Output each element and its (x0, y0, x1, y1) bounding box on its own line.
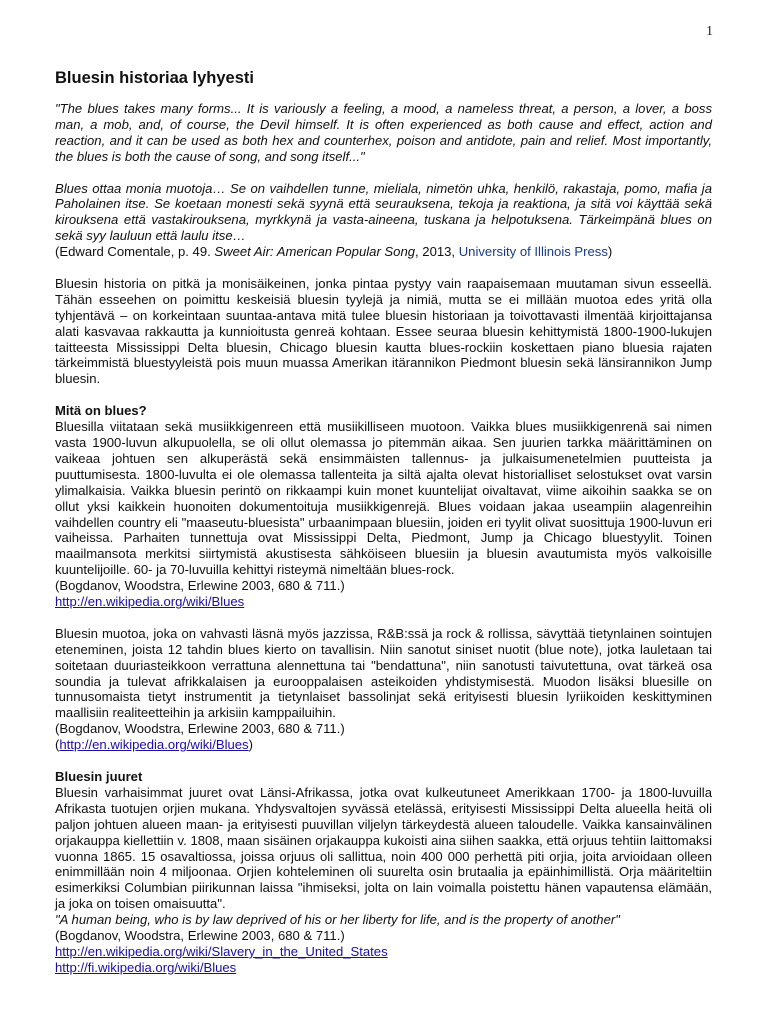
section2-source: (Bogdanov, Woodstra, Erlewine 2003, 680 & 711.) (55, 928, 345, 944)
section2-paragraph: Bluesin varhaisimmat juuret ovat Länsi-Afrikassa, jotka ovat kulkeutuneet Amerikkaan 1700- ja 1800-luvuilla Afrikasta tuotujen orjien mukana. Yhdysvaltojen syvässä etelässä, erityisesti Mississippi Delta alueella heitä oli paljon johtuen alueen maan- ja erityisesti puuvillan viljelyn tärkeydestä alueen taloudelle. Vaikka kansainvälinen orjakauppa kiellettiin v. 1808, maan sisäinen orjakauppa kukoisti aina siihen saakka, että orjuus tehtiin laittomaksi vuonna 1865. 15 osavaltiossa, joissa orjuus oli sallittua, noin 400 000 perhettä piti orjia, joita arvioidaan olleen enimmillään noin 4 miljoonaa. Orjien kohteleminen oli suurelta osin brutaalia ja epäinhimillistä. Orja määriteltiin esimerkiksi Columbian piirikunnan laissa "ihmiseksi, jolta on lain voimalla poistettu hänen vapautensa elämään, ja joka on toisen omaisuutta". (55, 784, 712, 912)
section2-quote: "A human being, who is by law deprived of his or her liberty for life, and is the property of another" (55, 912, 620, 928)
document-title: Bluesin historiaa lyhyesti (55, 69, 254, 87)
section1-link-2-line: (http://en.wikipedia.org/wiki/Blues) (55, 737, 253, 753)
section1-wiki-link-2[interactable]: http://en.wikipedia.org/wiki/Blues (59, 737, 249, 753)
section1-source-2: (Bogdanov, Woodstra, Erlewine 2003, 680 & 711.) (55, 721, 345, 737)
section-heading-roots: Bluesin juuret (55, 768, 143, 784)
section1-source: (Bogdanov, Woodstra, Erlewine 2003, 680 & 711.) (55, 578, 345, 594)
document-body (55, 68, 712, 976)
section-heading-what-is-blues: Mitä on blues? (55, 403, 147, 419)
citation-middle: , 2013, (415, 244, 459, 260)
citation-prefix: (Edward Comentale, p. 49. (55, 244, 215, 260)
section1-wiki-link[interactable]: http://en.wikipedia.org/wiki/Blues (55, 594, 245, 610)
page-number: 1 (706, 24, 713, 39)
quote-citation (55, 244, 712, 260)
slavery-wiki-link[interactable]: http://en.wikipedia.org/wiki/Slavery_in_the_United_States (55, 943, 388, 959)
citation-book-title: Sweet Air: American Popular Song (214, 244, 416, 260)
citation-publisher-link[interactable]: University of Illinois Press (458, 244, 608, 260)
quote-finnish: Blues ottaa monia muotoja… Se on vaihdellen tunne, mieliala, nimetön uhka, henkilö, rakastaja, pomo, mafia ja Paholainen itse. Se koetaan monesti sekä syynä että seurauksena, tekoja ja reaktiona, ja sitä voi käyttää sekä kirouksena että vastakirouksena, myrkkynä ja vasta-aineena, tuskana ja helpotuksena. Tärkeimpänä blues on sekä syy lauluun että laulu itse… (55, 180, 712, 244)
quote-english: "The blues takes many forms... It is variously a feeling, a mood, a nameless threat, a person, a lover, a boss man, a mob, and, of course, the Devil himself. It is often experienced as both cause and effect, action and reaction, and it can be used as both hex and counterhex, poison and antidote, pain and relief. Most importantly, the blues is both the cause of song, and song itself..." (55, 101, 712, 164)
finnish-blues-wiki-link[interactable]: http://fi.wikipedia.org/wiki/Blues (55, 959, 237, 975)
intro-paragraph: Bluesin historia on pitkä ja monisäikeinen, jonka pintaa pystyy vain raapaisemaan muutaman sivun esseellä. Tähän esseehen on poimittu keskeisiä bluesin tyylejä ja nimiä, mutta se ei millään muotoa edes yritä olla tyhjentävä – on korkeintaan suuntaa-antava mitä tulee bluesin historiaan ja toivottavasti ilmentää kirjoittajansa alati kasvavaa rakkautta ja kunnioitusta genreä kohtaan. Essee seuraa bluesin kehittymistä 1800-1900-lukujen taitteesta Mississippi Delta bluesin, Chicago bluesin kautta blues-rockiin koskettaen piano bluesia rajaten tärkeimmistä bluestyyleistä pois muun muassa Amerikan itärannikon Piedmont bluesin sekä länsirannikon Jump bluesin. (55, 275, 712, 387)
section1-paragraph-2: Bluesin muotoa, joka on vahvasti läsnä myös jazzissa, R&B:ssä ja rock & rollissa, sävyttää tietynlainen sointujen eteneminen, joista 12 tahdin blues kierto on tavallisin. Niin sanotut siniset nuotit (blue note), jotka lauletaan tai soitetaan duuriasteikkoon verrattuna alennettuna tai "bendattuna", niin sanotusti taivutettuna, ovat tärkeä osa soundia ja tulevat afrikkalaisen ja eurooppalaisen asteikoiden yhdistymisestä. Muodon lisäksi bluesille on tunnusomaista tietyt instrumentit ja tietynlaiset bassolinjat sekä erityisesti bluesin lyriikoiden keskittyminen maallisiin realiteetteihin ja arkisiin kamppailuihin. (55, 625, 712, 721)
citation-suffix: ) (607, 244, 613, 260)
section1-paragraph: Bluesilla viitataan sekä musiikkigenreen että musiikilliseen muotoon. Vaikka blues musiikkigenrenä sai nimen vasta 1900-luvun alkupuolella, se oli ollut olemassa jo pitemmän aikaa. Sen juurien tarkka määrittäminen on vaikeaa johtuen sen alkuperästä sekä ensimmäisten tallennus- ja julkaisumenetelmien puutteista ja puuttumisesta. 1800-luvulta ei ole olemassa tallenteita ja siltä ajalta olevat historialliset selostukset ovat varsin ylimalkaisia. Vaikka bluesin perintö on rikkaampi kuin monet kuuntelijat oivaltavat, viime aikoihin saakka se on ollut yksi kaikkein huonoiten dokumentoituja musiikkigenrejä. Blues voidaan jakaa useampiin alagenreihin vaihdellen country eli "maaseutu-bluesista" urbaanimpaan bluesiin, joiden eri tyylit olivat suosittuja 1900-luvun eri vaiheissa. Parhaiten tunnettuja ovat Mississippi Delta, Piedmont, Jump ja Chicago bluestyylit. Toinen maailmansota merkitsi siirtymistä akustisesta sähköiseen bluesiin ja bluesin avautumista myös valkoisille kuuntelijoille. 60- ja 70-luvuilla kehittyi risteymä nimeltään blues-rock. (55, 419, 712, 578)
